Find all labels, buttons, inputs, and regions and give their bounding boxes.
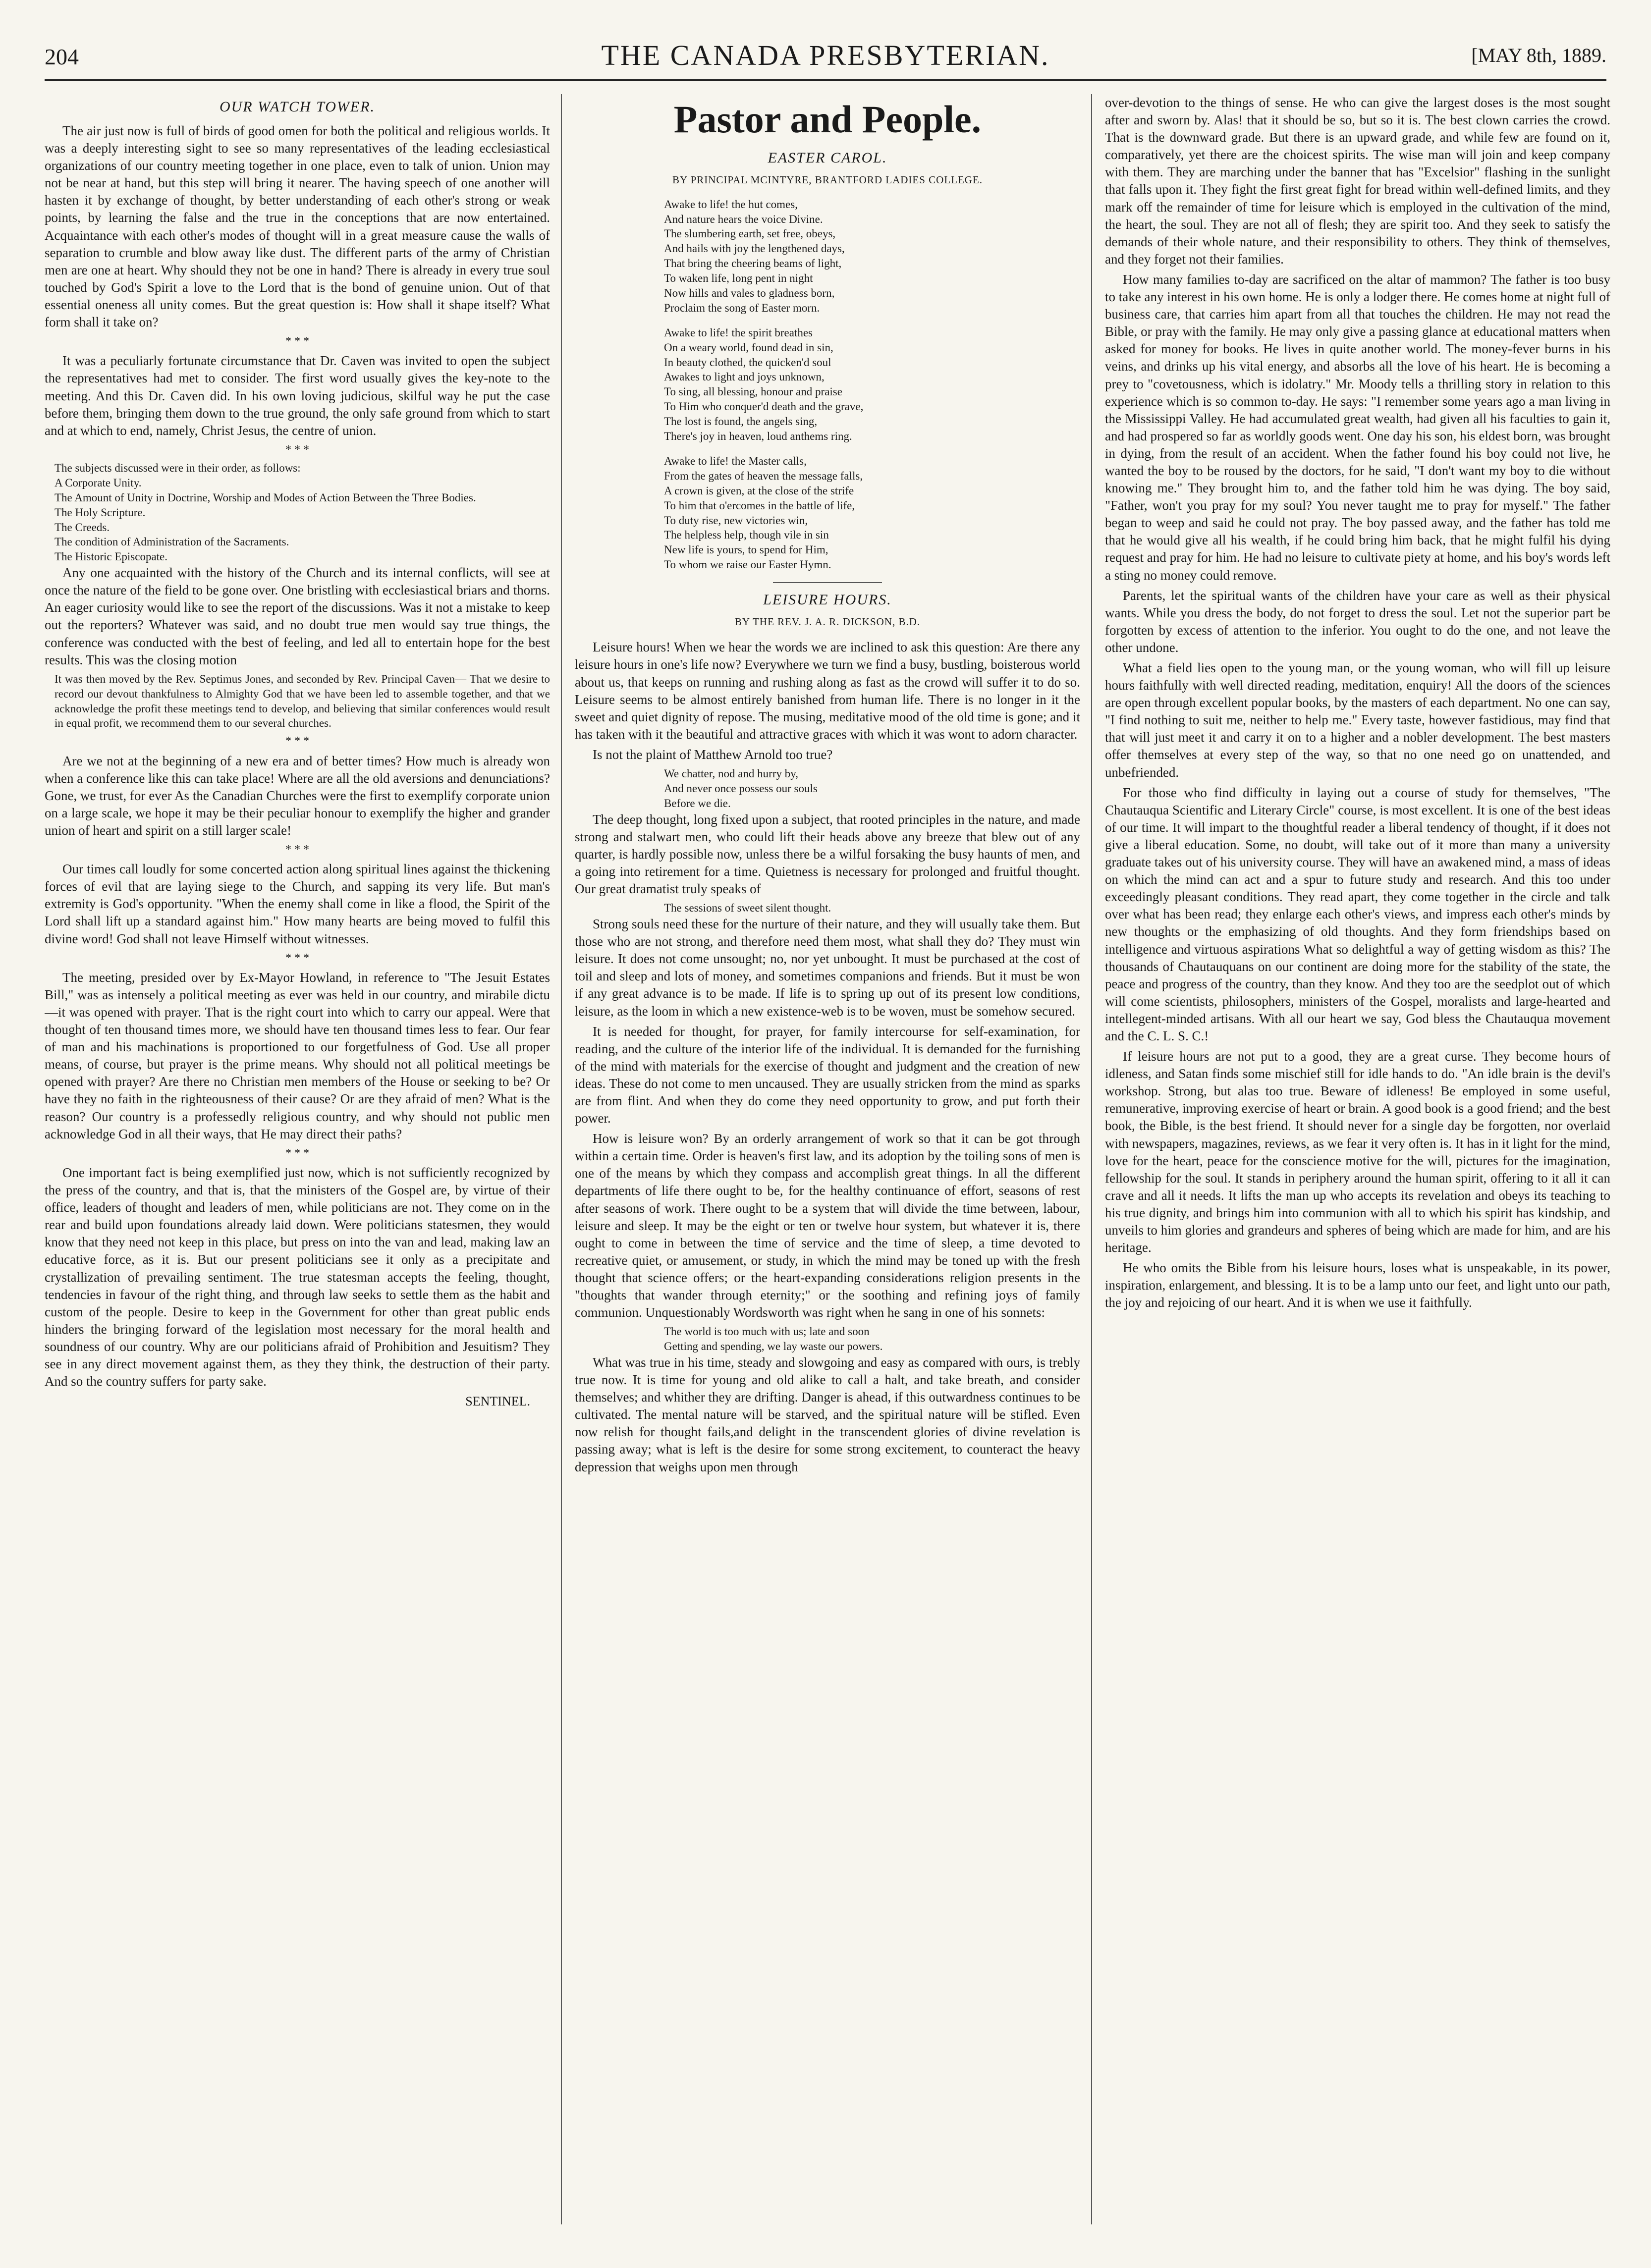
column-3 [1105,94,1610,2224]
leisure-title: LEISURE HOURS. [763,592,892,608]
paragraph: The air just now is full of birds of good omen for both the political and religious worlds. It was a deeply interesting sight to see so many representatives of the leading ecclesiastical organizations of our country meeting together in one place, even to talk of union. Union may not be near at hand, but this step will bring it nearer. The having speech of one another will hasten it by exchange of thought, by better understanding of each other's strong or weak points, by learning the false and the true in the conceptions that are now entertained. Acquaintance with each other's modes of thought will in a great measure cause the walls of separation to crumble and blow away like dust. The different parts of the army of Christian men are one at heart. Why should they not be one in hand? There is already in every true soul touched by God's Spirit a love to the Lord that is the bond of genuine union. Out of that essential oneness all unity comes. But the great question is: How shall it shape itself? What form shall it take on? [45,123,550,330]
list-item: The Holy Scripture. [55,506,146,519]
paragraph: over-devotion to the things of sense. He who can give the largest doses is the most sought after and sworn by. Alas! that it should be so, but so it is. The best clown carries the crowd. That is the downward grade. But there is an upward grade, and while few are found on it, comparatively, yet there are the choicest spirits. The wise man will join and keep company with them. They are marching under the banner that has "Excelsior" flashing in the sunlight that falls upon it. They fight the first great fight for bread within well-defined limits, and they mark off the remainder of time for leisure which is employed in the cultivation of the mind, the heart, the soul. They are not all of flesh; they are spirit too. And they seek to satisfy the demands of their whole nature, and their responsibility to others. They think of themselves, and they forget not their families. [1105,95,1610,267]
issue-date: [MAY 8th, 1889. [1471,44,1606,66]
poem-stanza: Awake to life! the Master calls, From the gates of heaven the message falls, A crown is given, at the close of the strife To him that o'ercomes in the battle of life, To duty rise, new victories win, The helpless help, though vile in sin New life is yours, to spend for Him, To whom we raise our Easter Hymn. [664,454,863,571]
list-item: A Corporate Unity. [55,476,142,489]
paragraph: For those who find difficulty in laying out a course of study for themselves, "The Chautauqua Scientific and Literary Circle" course, is most excellent. It is one of the best ideas of our time. It will impart to the thoughtful reader a liberal tendency of thought, if it does not give a liberal education. Some, no doubt, will take out of it more than many a university graduate takes out of his university course. They will have an awakened mind, a mass of ideas on which the mind can act and a spur to future study and research. And this too under exceedingly pleasant conditions. They read apart, they come together in the circle and talk over what has been read; they enlarge each other's views, and impress each other's minds by new thoughts or the emphasizing of old thoughts. And they form friendships based on intelligence and virtuous aspirations What so delightful a way of getting wisdom as this? The thousands of Chautauquans on our continent are doing more for the stability of the state, the peace and progress of the country, than they know. And they too are the seedplot out of which will come scientists, philosophers, ministers of the Gospel, moralists and large-hearted and intellegent-minded artisans. With all our heart we say, God bless the Chautauqua movement and the C. L. S. C.! [1105,785,1610,1043]
poem-stanza: Awake to life! the hut comes, And nature hears the voice Divine. The slumbering earth, set free, obeys, And hails with joy the lengthened days, That bring the cheering beams of light, To waken life, long pent in night Now hills and vales to gladness born, Proclaim the song of Easter morn. [664,198,845,314]
paragraph: Leisure hours! When we hear the words we are inclined to ask this question: Are there any leisure hours in one's life now? Everywhere we turn we find a busy, bustling, boisterous world about us, that keeps on running and rushing along as fast as the crowd will suffer it to do so. Leisure seems to be almost entirely banished from human life. There is no longer in it the sweet and quiet dignity of repose. The musing, meditative mood of the old time is gone; and it has taken with it the beautiful and attractive graces with which it was wont to adorn character. [575,640,1080,742]
paragraph: He who omits the Bible from his leisure hours, loses what is unspeakable, in its power, inspiration, enlargement, and blessing. It is to be a lamp unto our feet, and light unto our path, the joy and rejoicing of our heart. And it is when we use it faithfully. [1105,1260,1610,1310]
paragraph: Our times call loudly for some concerted action along spiritual lines against the thickening forces of evil that are laying siege to the Church, and sapping its very life. But man's extremity is God's opportunity. "When the enemy shall come in like a flood, the Spirit of the Lord shall lift up a standard against him." How many hearts are being moved to fulfil this divine word! God shall not leave Himself without witnesses. [45,862,550,946]
paragraph: Is not the plaint of Matthew Arnold too true? [593,747,833,762]
paragraph: The deep thought, long fixed upon a subject, that rooted principles in the nature, and made strong and stalwart men, who could lift their heads above any breeze that blew out of any quarter, is hardly possible now, unless there be a wilful forsaking the busy haunts of men, and a going into retirement for a time. Quietness is necessary for prolonged and fruitful thought. Our great dramatist truly speaks of [575,811,1080,897]
section-separator: * * * [285,443,309,456]
paragraph: One important fact is being exemplified just now, which is not sufficiently recognized by the press of the country, and that is, that the ministers of the Gospel are, by virtue of their office, leaders of thought and leaders of men, while politicians are not. They come on in the rear and build upon foundations already laid down. Were politicians statesmen, they would know that they need not keep in this place, but press on into the van and lead, making law an educative force, as it is. But our present politicians see it only as a precipitate and crystallization of prevailing sentiment. The true statesman accepts the feeling, thought, tendencies in favour of the right thing, and through law seeks to settle them as the habit and custom of the people. Desire to keep in the Government for other than great public ends hinders the bringing forward of the legislation most necessary for the moral health and soundness of our country. Why are our politicians afraid of Prohibition and Jesuitism? They see in any direct movement against them, as they they think, the destruction of their party. And so the country suffers for party sake. [45,1165,550,1389]
leisure-byline: BY THE REV. J. A. R. DICKSON, B.D. [734,616,921,628]
paragraph: How many families to-day are sacrificed on the altar of mammon? The father is too busy to take any interest in his own home. He is only a lodger there. He comes home at night full of business care, that carries him apart from all that touches the children. He may not read the Bible, or pray with the family. He may only give a passing glance at educational matters when asked for money for books. He lives in quite another world. The money-fever burns in his veins, and drinks up his vital energy, and absorbs all the love of his heart. He is becoming a prey to "covetousness, which is idolatry." Mr. Moody tells a thrilling story in relation to this experience which is so common to-day. He says: "I remember some years ago a man living in the Mississippi Valley. He had accumulated great wealth, had given all his faculties to gain it, and had prospered so far as worldly goods went. One day his son, his eldest born, was brought in dying, from the result of an accident. When the father found his boy could not live, he wanted the boy to be roused by the doctors, for he said, "I don't want my boy to die without knowing me." They brought him to, and the father told him he was dying. The boy said, "Father, won't you pray for my soul? You never taught me to pray for myself." The father began to weep and said he could not pray. The boy passed away, and the father has told me that he would give all his wealth, if he could bring him back, that he might fulfil his dying request and pray for him. He had no leisure to cultivate piety at home, and his boy's words left a sting no money could remove. [1105,271,1610,583]
masthead: THE CANADA PRESBYTERIAN. [601,39,1050,71]
paragraph: How is leisure won? By an orderly arrangement of work so that it can be got through within a certain time. Order is heaven's first law, and its adoption by the toiling sons of men is one of the means by which they compass and accomplish great things. In all the different departments of life there ought to be, for the healthy continuance of effort, seasons of rest after seasons of work. There ought to be a system that will divide the time between, labour, leisure and sleep. It may be the eight or ten or twelve hour system, but whatever it is, there ought to come in between the time of service and the time of sleep, a time devoted to recreative quiet, or amusement, or study, in which the mind may be toned up with the fresh thought that science offers; or the heart-expanding considerations religion presents in the "thoughts that wander through eternity;" or the soothing and refining joys of family communion. Unquestionably Wordsworth was right when he sang in one of his sonnets: [575,1131,1080,1320]
column-2 [575,94,1080,2224]
list-item: The Historic Episcopate. [55,550,168,563]
section-separator: * * * [285,735,309,748]
paragraph: It is needed for thought, for prayer, for family intercourse for self-examination, for reading, and the culture of the interior life of the individual. It is demanded for the furnishing of the mind with materials for the exercise of thought and judgment and the creation of new ideas. These do not come to men uncaused. They are usually stricken from the mind as sparks are from flint. And when they do come they need opportunity to grow, and put forth their power. [575,1024,1080,1126]
section-separator: * * * [285,843,309,856]
paragraph: What was true in his time, steady and slowgoing and easy as compared with ours, is trebly true now. It is time for young and old alike to call a halt, and take breath, and consider themselves; and whither they are drifting. Danger is ahead, if this outwardness continues to be cultivated. The mental nature will be starved, and the spiritual nature will be stifled. Even now relish for thought fails,and delight in the transcendent glories of divine revelation is passing away; what is left is the desire for some strong excitement, to counteract the heavy depression that weighs upon men through [575,1354,1080,1474]
paragraph: If leisure hours are not put to a good, they are a great curse. They become hours of idleness, and Satan finds some mischief still for idle hands to do. "An idle brain is the devil's workshop. Strong, but alas too true. Beware of idleness! Be employed in some useful, remunerative, improving exercise of heart or brain. A good book is a good friend; and the best book, the Bible, is the best friend. It should never for a single day be forgotten, nor overlaid with newspapers, magazines, reviews, as we fear it very often is. It has in it light for the mind, love for the heart, peace for the conscience motive for the will, pictures for the imagination, fellowship for the soul. It stands in periphery around the human spirit, offering to it all it can crave and all it needs. It lifts the man up who accepts its revelation and obeys its teaching to his true dignity, and brings him into communion with all to which his spirit has kindship, and unveils to him glories and grandeurs and spheres of being which are made for him, and are his heritage. [1105,1049,1610,1255]
carol-title: EASTER CAROL. [768,150,887,166]
watch-tower-heading: OUR WATCH TOWER. [219,99,376,115]
page-header [45,35,1606,81]
list-item: The Creeds. [55,521,110,534]
section-separator: * * * [285,951,309,965]
paragraph: Are we not at the beginning of a new era and of better times? How much is already won when a conference like this can take place! Where are all the old aversions and denunciations? Gone, we trust, for ever As the Canadian Churches were the first to exemplify corporate union on a large scale, we hope it may be their peculiar honour to exemplify the higher and grander union of heart and spirit on a still larger scale! [45,753,550,838]
motion-text: It was then moved by the Rev. Septimus Jones, and seconded by Rev. Principal Caven— That we desire to record our devout thankfulness to Almighty God that we have been led to assemble together, and that we acknowledge the profit these meetings tend to develop, and believing that similar conferences would result in equal profit, we recommend them to our several churches. [55,672,550,730]
paragraph: Any one acquainted with the history of the Church and its internal conflicts, will see at once the nature of the field to be gone over. One bristling with ecclesiastical briars and thorns. An eager curiosity would like to see the report of the discussions. Was it not a mistake to keep out the reporters? Whatever was said, and no doubt true men would say true things, the conference was conducted with the best of feeling, and led all to entertain hope for the best results. This was the closing motion [45,565,550,667]
page-number: 204 [45,44,79,69]
poem-stanza: Awake to life! the spirit breathes On a weary world, found dead in sin, In beauty clothed, the quicken'd soul Awakes to light and joys unknown, To sing, all blessing, honour and praise To Him who conquer'd death and the grave, The lost is found, the angels sing, There's joy in heaven, loud anthems ring. [664,326,864,443]
section-separator: * * * [285,335,309,348]
divider [773,582,882,583]
paragraph: It was a peculiarly fortunate circumstance that Dr. Caven was invited to open the subject the representatives had met to consider. The first word usually gives the key-note to the meeting. And this Dr. Caven did. In his own loving judicious, skilful way he put the case before them, bringing them down to the true ground, the only safe ground from which to start and at which to end, namely, Christ Jesus, the centre of union. [45,353,550,438]
verse-quote: The sessions of sweet silent thought. [664,902,831,915]
paragraph: The meeting, presided over by Ex-Mayor Howland, in reference to "The Jesuit Estates Bill," was as intensely a political meeting as ever was held in our country, and mirabile dictu—it was opened with prayer. That is the right court into which to carry our appeal. Were that thought of ten thousand times more, we should have ten thousand times less to fear. Our fear of man and his machinations is proportioned to our forgetfulness of God. Use all proper means, of course, but prayer is the prime means. Why should not all political meetings be opened with prayer? Are there no Christian men members of the House or seeking to be? Or have they no faith in the righteousness of their cause? Or are they afraid of men? What is the reason? Our country is a professedly religious country, and why should not public men acknowledge God in all their ways, that He may direct their paths? [45,970,550,1141]
column-rule-2 [1091,94,1092,2224]
verse-quote: We chatter, nod and hurry by, And never once possess our souls Before we die. [664,767,818,810]
list-item: The condition of Administration of the Sacraments. [55,536,289,548]
paragraph: What a field lies open to the young man, or the young woman, who will fill up leisure hours faithfully with well directed reading, meditation, enquiry! All the doors of the sciences are open through excellent popular books, by the masters of each department. No one can say, "I find nothing to suit me, neither to help me." Every taste, however fastidious, may find that that will just meet it and carry it on to a higher and a nobler development. The best masters offer themselves at every step of the way, so that no one need go on unattended, and unbefriended. [1105,660,1610,780]
paragraph: Parents, let the spiritual wants of the children have your care as well as their physical wants. While you dress the body, do not forget to dress the soul. Let not the superior part be forgotten by excess of attention to the inferior. You ought to do the one, and not leave the other undone. [1105,588,1610,655]
section-title: Pastor and People. [673,98,982,141]
column-1 [45,94,550,2224]
paragraph: Strong souls need these for the nurture of their nature, and they will usually take them. But those who are not strong, and therefore need them most, what shall they do? They must win leisure. It does not come unsought; no, nor yet unbought. It must be purchased at the cost of toil and sleep and lots of money, and sometimes companions and friends. But it must be won if any great advance is to be made. If life is to spring up out of its present low conditions, leisure, as the loom in which a new existence-web is to be woven, must be somehow secured. [575,917,1080,1019]
column-rule-1 [561,94,562,2224]
list-intro: The subjects discussed were in their order, as follows: [55,461,301,474]
section-separator: * * * [285,1146,309,1160]
list-item: The Amount of Unity in Doctrine, Worship and Modes of Action Between the Three Bodies. [55,491,476,504]
verse-quote: The world is too much with us; late and soon Getting and spending, we lay waste our powers. [664,1325,883,1353]
signature: SENTINEL. [465,1394,530,1409]
carol-byline: BY PRINCIPAL MCINTYRE, BRANTFORD LADIES COLLEGE. [672,174,983,186]
